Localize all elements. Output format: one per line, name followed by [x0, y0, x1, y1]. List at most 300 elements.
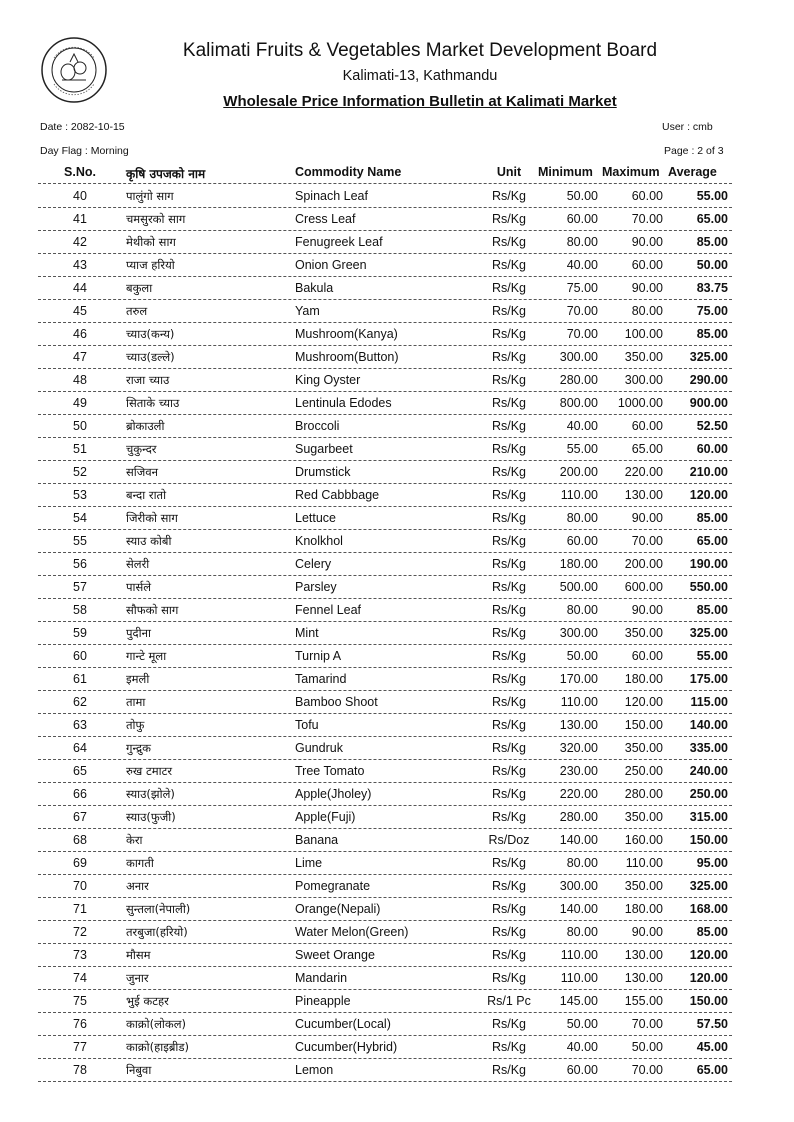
table-row [38, 898, 732, 921]
cell-average: 45.00 [696, 1040, 728, 1054]
cell-minimum: 80.00 [566, 856, 598, 870]
cell-unit: Rs/Kg [491, 350, 527, 364]
board-title: Kalimati Fruits & Vegetables Market Development Board [182, 40, 658, 61]
cell-average: 315.00 [689, 810, 728, 824]
table-row [38, 530, 732, 553]
cell-nepali-name: स्याउ(झोले) [126, 787, 175, 801]
cell-average: 65.00 [696, 534, 728, 548]
cell-unit: Rs/Kg [491, 511, 527, 525]
cell-unit: Rs/Kg [491, 925, 527, 939]
cell-minimum: 60.00 [566, 534, 598, 548]
cell-nepali-name: पुदीना [126, 626, 151, 640]
cell-commodity-name: Lettuce [295, 511, 337, 525]
cell-unit: Rs/Kg [491, 902, 527, 916]
cell-minimum: 40.00 [566, 419, 598, 433]
page-indicator: Page : 2 of 3 [664, 145, 724, 157]
cell-unit: Rs/Doz [488, 833, 530, 847]
cell-sno: 61 [73, 672, 87, 686]
cell-nepali-name: सिताके च्याउ [126, 396, 180, 410]
cell-unit: Rs/Kg [491, 327, 527, 341]
cell-unit: Rs/Kg [491, 212, 527, 226]
cell-sno: 54 [73, 511, 87, 525]
table-row [38, 622, 732, 645]
cell-average: 83.75 [696, 281, 728, 295]
cell-commodity-name: Mushroom(Kanya) [295, 327, 398, 341]
cell-nepali-name: पार्सले [126, 580, 152, 594]
cell-average: 325.00 [689, 879, 728, 893]
cell-sno: 50 [73, 419, 87, 433]
cell-sno: 45 [73, 304, 87, 318]
cell-minimum: 110.00 [560, 971, 598, 985]
cell-maximum: 180.00 [624, 902, 663, 916]
cell-commodity-name: Cress Leaf [295, 212, 356, 226]
table-row [38, 392, 732, 415]
cell-commodity-name: Cucumber(Hybrid) [295, 1040, 398, 1054]
cell-sno: 77 [73, 1040, 87, 1054]
cell-maximum: 130.00 [624, 948, 663, 962]
table-row [38, 852, 732, 875]
table-row [38, 231, 732, 254]
cell-minimum: 60.00 [566, 1063, 598, 1077]
table-row [38, 783, 732, 806]
cell-commodity-name: Red Cabbbage [295, 488, 380, 502]
cell-minimum: 110.00 [560, 948, 598, 962]
cell-sno: 52 [73, 465, 87, 479]
cell-sno: 65 [73, 764, 87, 778]
cell-maximum: 90.00 [631, 925, 663, 939]
cell-sno: 72 [73, 925, 87, 939]
cell-minimum: 50.00 [566, 649, 598, 663]
cell-maximum: 155.00 [624, 994, 663, 1008]
cell-average: 65.00 [696, 1063, 728, 1077]
cell-average: 120.00 [689, 488, 728, 502]
table-row [38, 668, 732, 691]
cell-maximum: 1000.00 [617, 396, 663, 410]
cell-maximum: 90.00 [631, 281, 663, 295]
cell-nepali-name: सुन्तला(नेपाली) [126, 902, 191, 916]
cell-unit: Rs/Kg [491, 879, 527, 893]
cell-nepali-name: बन्दा रातो [126, 488, 167, 502]
cell-commodity-name: Fennel Leaf [295, 603, 362, 617]
cell-nepali-name: तरबुजा(हरियो) [126, 925, 188, 939]
cell-average: 900.00 [689, 396, 728, 410]
table-row [38, 461, 732, 484]
table-row [38, 484, 732, 507]
cell-commodity-name: Yam [295, 304, 320, 318]
col-sno-header: S.No. [64, 165, 96, 179]
cell-sno: 57 [73, 580, 87, 594]
table-row [38, 185, 732, 208]
col-unit-header: Unit [496, 165, 522, 179]
cell-sno: 62 [73, 695, 87, 709]
day-flag: Day Flag : Morning [40, 145, 129, 157]
cell-unit: Rs/Kg [491, 695, 527, 709]
cell-nepali-name: चमसुरको साग [126, 212, 186, 226]
cell-commodity-name: Pomegranate [295, 879, 371, 893]
price-table [38, 185, 732, 1082]
cell-average: 65.00 [696, 212, 728, 226]
table-row [38, 254, 732, 277]
cell-sno: 68 [73, 833, 87, 847]
cell-nepali-name: राजा च्याउ [126, 373, 170, 387]
cell-maximum: 120.00 [624, 695, 663, 709]
cell-average: 140.00 [689, 718, 728, 732]
cell-minimum: 130.00 [559, 718, 598, 732]
cell-minimum: 40.00 [566, 258, 598, 272]
cell-unit: Rs/Kg [491, 1063, 527, 1077]
cell-commodity-name: Bamboo Shoot [295, 695, 378, 709]
cell-unit: Rs/Kg [491, 856, 527, 870]
cell-unit: Rs/Kg [491, 626, 527, 640]
table-row [38, 737, 732, 760]
cell-maximum: 70.00 [631, 212, 663, 226]
cell-nepali-name: काक्रो(हाइब्रीड) [126, 1040, 190, 1054]
cell-commodity-name: King Oyster [295, 373, 361, 387]
cell-sno: 43 [73, 258, 87, 272]
cell-minimum: 80.00 [566, 603, 598, 617]
cell-minimum: 80.00 [566, 925, 598, 939]
cell-sno: 46 [73, 327, 87, 341]
cell-unit: Rs/Kg [491, 258, 527, 272]
col-commodity-header: Commodity Name [295, 165, 402, 179]
cell-nepali-name: जुनार [126, 971, 149, 985]
cell-nepali-name: केरा [126, 833, 143, 847]
cell-average: 57.50 [696, 1017, 728, 1031]
cell-commodity-name: Tree Tomato [295, 764, 365, 778]
table-row [38, 300, 732, 323]
cell-minimum: 320.00 [559, 741, 598, 755]
cell-unit: Rs/Kg [491, 672, 527, 686]
cell-minimum: 300.00 [559, 879, 598, 893]
cell-sno: 56 [73, 557, 87, 571]
cell-unit: Rs/Kg [491, 764, 527, 778]
table-row [38, 990, 732, 1013]
cell-unit: Rs/Kg [491, 948, 527, 962]
cell-unit: Rs/Kg [491, 741, 527, 755]
cell-sno: 78 [73, 1063, 87, 1077]
cell-maximum: 130.00 [624, 488, 663, 502]
cell-minimum: 300.00 [559, 350, 598, 364]
cell-commodity-name: Lentinula Edodes [295, 396, 392, 410]
table-row [38, 645, 732, 668]
table-row [38, 576, 732, 599]
cell-sno: 49 [73, 396, 87, 410]
table-row [38, 1013, 732, 1036]
col-avg-header: Average [668, 165, 717, 179]
cell-commodity-name: Mint [295, 626, 319, 640]
cell-sno: 55 [73, 534, 87, 548]
cell-minimum: 300.00 [559, 626, 598, 640]
cell-maximum: 250.00 [624, 764, 663, 778]
cell-minimum: 180.00 [559, 557, 598, 571]
report-date: Date : 2082-10-15 [40, 121, 125, 133]
table-row [38, 599, 732, 622]
cell-maximum: 70.00 [631, 1017, 663, 1031]
cell-maximum: 70.00 [631, 534, 663, 548]
cell-average: 150.00 [689, 833, 728, 847]
cell-average: 190.00 [689, 557, 728, 571]
cell-minimum: 110.00 [560, 695, 598, 709]
cell-unit: Rs/Kg [491, 281, 527, 295]
cell-maximum: 65.00 [631, 442, 663, 456]
cell-average: 250.00 [689, 787, 728, 801]
cell-commodity-name: Turnip A [295, 649, 342, 663]
cell-average: 55.00 [696, 649, 728, 663]
cell-minimum: 800.00 [559, 396, 598, 410]
cell-sno: 70 [73, 879, 87, 893]
cell-sno: 47 [73, 350, 87, 364]
table-row [38, 208, 732, 231]
cell-minimum: 200.00 [559, 465, 598, 479]
cell-unit: Rs/Kg [491, 1017, 527, 1031]
cell-maximum: 600.00 [624, 580, 663, 594]
cell-nepali-name: तरुल [126, 304, 148, 318]
cell-commodity-name: Fenugreek Leaf [295, 235, 383, 249]
cell-unit: Rs/Kg [491, 971, 527, 985]
table-row [38, 346, 732, 369]
cell-sno: 63 [73, 718, 87, 732]
cell-commodity-name: Cucumber(Local) [295, 1017, 391, 1031]
cell-minimum: 55.00 [566, 442, 598, 456]
cell-average: 85.00 [696, 327, 728, 341]
cell-nepali-name: स्याउ(फुजी) [126, 810, 176, 824]
cell-commodity-name: Orange(Nepali) [295, 902, 381, 916]
table-row [38, 806, 732, 829]
cell-nepali-name: सेलरी [126, 557, 150, 571]
cell-unit: Rs/Kg [491, 787, 527, 801]
cell-average: 550.00 [689, 580, 728, 594]
cell-sno: 75 [73, 994, 87, 1008]
table-row [38, 691, 732, 714]
cell-sno: 73 [73, 948, 87, 962]
cell-commodity-name: Pineapple [295, 994, 351, 1008]
cell-average: 95.00 [696, 856, 728, 870]
cell-average: 85.00 [696, 511, 728, 525]
cell-unit: Rs/Kg [491, 557, 527, 571]
cell-unit: Rs/Kg [491, 442, 527, 456]
cell-unit: Rs/Kg [491, 580, 527, 594]
cell-nepali-name: गान्टे मूला [126, 649, 167, 663]
cell-commodity-name: Sweet Orange [295, 948, 375, 962]
cell-unit: Rs/Kg [491, 419, 527, 433]
cell-nepali-name: मौसम [126, 948, 151, 962]
cell-commodity-name: Mandarin [295, 971, 348, 985]
cell-average: 290.00 [689, 373, 728, 387]
cell-commodity-name: Drumstick [295, 465, 351, 479]
cell-average: 85.00 [696, 925, 728, 939]
cell-minimum: 50.00 [566, 1017, 598, 1031]
cell-maximum: 60.00 [631, 258, 663, 272]
cell-average: 52.50 [696, 419, 728, 433]
cell-nepali-name: प्याज हरियो [126, 258, 175, 272]
cell-maximum: 350.00 [624, 810, 663, 824]
cell-minimum: 280.00 [559, 810, 598, 824]
cell-average: 50.00 [696, 258, 728, 272]
table-row [38, 369, 732, 392]
cell-sno: 71 [73, 902, 87, 916]
cell-sno: 59 [73, 626, 87, 640]
cell-nepali-name: रुख टमाटर [126, 764, 173, 778]
cell-maximum: 80.00 [631, 304, 663, 318]
cell-minimum: 280.00 [559, 373, 598, 387]
table-row [38, 714, 732, 737]
cell-nepali-name: तामा [126, 695, 146, 709]
cell-minimum: 230.00 [559, 764, 598, 778]
cell-maximum: 350.00 [624, 350, 663, 364]
cell-unit: Rs/Kg [491, 373, 527, 387]
cell-commodity-name: Knolkhol [295, 534, 343, 548]
col-nepali-header: कृषि उपजको नाम [126, 167, 206, 181]
cell-sno: 66 [73, 787, 87, 801]
cell-unit: Rs/Kg [491, 649, 527, 663]
cell-nepali-name: अनार [126, 879, 149, 893]
cell-nepali-name: निबुवा [126, 1063, 152, 1077]
cell-unit: Rs/Kg [491, 810, 527, 824]
cell-average: 325.00 [689, 350, 728, 364]
table-row [38, 967, 732, 990]
cell-unit: Rs/Kg [491, 534, 527, 548]
cell-maximum: 100.00 [624, 327, 663, 341]
cell-sno: 41 [73, 212, 87, 226]
cell-minimum: 140.00 [559, 833, 598, 847]
cell-minimum: 500.00 [559, 580, 598, 594]
table-row [38, 415, 732, 438]
cell-average: 210.00 [689, 465, 728, 479]
cell-maximum: 200.00 [624, 557, 663, 571]
cell-maximum: 60.00 [631, 419, 663, 433]
cell-unit: Rs/Kg [491, 488, 527, 502]
table-row [38, 760, 732, 783]
cell-sno: 74 [73, 971, 87, 985]
cell-nepali-name: सौफको साग [126, 603, 179, 617]
cell-nepali-name: जिरीको साग [126, 511, 178, 525]
table-row [38, 507, 732, 530]
table-row [38, 921, 732, 944]
cell-nepali-name: कागती [126, 856, 154, 870]
cell-maximum: 60.00 [631, 649, 663, 663]
cell-minimum: 80.00 [566, 511, 598, 525]
cell-average: 55.00 [696, 189, 728, 203]
cell-average: 85.00 [696, 235, 728, 249]
cell-maximum: 160.00 [624, 833, 663, 847]
cell-nepali-name: इमली [126, 672, 150, 686]
cell-sno: 42 [73, 235, 87, 249]
cell-unit: Rs/Kg [491, 396, 527, 410]
cell-commodity-name: Banana [295, 833, 339, 847]
cell-maximum: 300.00 [624, 373, 663, 387]
table-row [38, 875, 732, 898]
cell-sno: 60 [73, 649, 87, 663]
cell-commodity-name: Sugarbeet [295, 442, 353, 456]
table-row [38, 277, 732, 300]
cell-nepali-name: सजिवन [126, 465, 159, 479]
table-row [38, 829, 732, 852]
cell-maximum: 350.00 [624, 879, 663, 893]
cell-minimum: 145.00 [559, 994, 598, 1008]
cell-minimum: 80.00 [566, 235, 598, 249]
cell-commodity-name: Broccoli [295, 419, 340, 433]
cell-nepali-name: काक्रो(लोकल) [126, 1017, 186, 1031]
cell-unit: Rs/Kg [491, 718, 527, 732]
table-row [38, 944, 732, 967]
cell-average: 75.00 [696, 304, 728, 318]
cell-unit: Rs/Kg [491, 189, 527, 203]
cell-commodity-name: Gundruk [295, 741, 343, 755]
table-header [38, 163, 732, 184]
cell-maximum: 350.00 [624, 626, 663, 640]
cell-minimum: 75.00 [566, 281, 598, 295]
cell-nepali-name: च्याउ(डल्ले) [126, 350, 175, 364]
cell-minimum: 140.00 [559, 902, 598, 916]
cell-nepali-name: भुई कटहर [126, 994, 169, 1008]
cell-average: 85.00 [696, 603, 728, 617]
cell-commodity-name: Tamarind [295, 672, 347, 686]
cell-unit: Rs/Kg [491, 465, 527, 479]
cell-sno: 64 [73, 741, 87, 755]
cell-minimum: 60.00 [566, 212, 598, 226]
table-row [38, 553, 732, 576]
cell-maximum: 60.00 [631, 189, 663, 203]
cell-minimum: 70.00 [566, 304, 598, 318]
cell-minimum: 40.00 [566, 1040, 598, 1054]
cell-sno: 40 [73, 189, 87, 203]
cell-maximum: 50.00 [631, 1040, 663, 1054]
cell-sno: 44 [73, 281, 87, 295]
cell-sno: 58 [73, 603, 87, 617]
report-user: User : cmb [662, 121, 713, 133]
cell-commodity-name: Spinach Leaf [295, 189, 368, 203]
cell-sno: 51 [73, 442, 87, 456]
cell-commodity-name: Water Melon(Green) [295, 925, 409, 939]
bulletin-title: Wholesale Price Information Bulletin at Kalimati Market [223, 93, 617, 110]
table-row [38, 1036, 732, 1059]
cell-nepali-name: पालुंगो साग [126, 189, 174, 203]
cell-commodity-name: Bakula [295, 281, 334, 295]
cell-maximum: 350.00 [624, 741, 663, 755]
cell-maximum: 90.00 [631, 603, 663, 617]
cell-nepali-name: स्याउ कोबी [126, 534, 172, 548]
cell-average: 115.00 [690, 695, 728, 709]
cell-nepali-name: ब्रोकाउली [126, 419, 165, 433]
cell-minimum: 110.00 [560, 488, 598, 502]
cell-average: 175.00 [689, 672, 728, 686]
cell-maximum: 70.00 [631, 1063, 663, 1077]
cell-unit: Rs/Kg [491, 1040, 527, 1054]
cell-maximum: 110.00 [625, 856, 663, 870]
cell-sno: 48 [73, 373, 87, 387]
cell-nepali-name: च्याउ(कन्य) [126, 327, 175, 341]
cell-unit: Rs/Kg [491, 304, 527, 318]
cell-average: 150.00 [689, 994, 728, 1008]
cell-nepali-name: बकुला [126, 281, 153, 295]
cell-unit: Rs/Kg [491, 603, 527, 617]
cell-minimum: 220.00 [559, 787, 598, 801]
cell-maximum: 280.00 [624, 787, 663, 801]
cell-minimum: 170.00 [559, 672, 598, 686]
col-max-header: Maximum [602, 165, 660, 179]
cell-maximum: 150.00 [624, 718, 663, 732]
cell-sno: 76 [73, 1017, 87, 1031]
table-row [38, 323, 732, 346]
cell-nepali-name: मेथीको साग [126, 235, 176, 249]
board-address: Kalimati-13, Kathmandu [342, 68, 498, 84]
cell-nepali-name: चुकुन्दर [126, 442, 157, 456]
cell-commodity-name: Apple(Jholey) [295, 787, 372, 801]
cell-commodity-name: Apple(Fuji) [295, 810, 356, 824]
cell-commodity-name: Lime [295, 856, 323, 870]
cell-commodity-name: Mushroom(Button) [295, 350, 399, 364]
cell-unit: Rs/1 Pc [487, 994, 531, 1008]
